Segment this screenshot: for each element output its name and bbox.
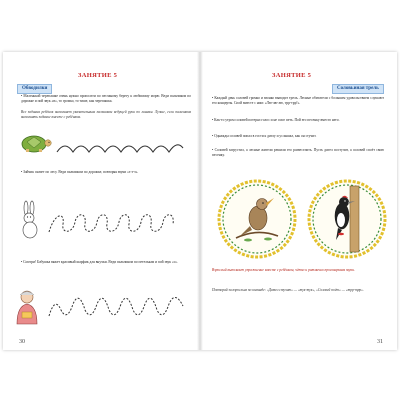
right-lesson-title: ЗАНЯТИЕ 5	[272, 72, 312, 79]
right-page-number: 31	[377, 339, 383, 345]
nightingale-icon	[232, 192, 282, 246]
left-page	[3, 52, 198, 350]
woodpecker-icon	[322, 186, 372, 252]
left-paragraph-1: • Маленькой черепашке очень нужно проползти по песчаному берегу к любимому морю. Веди пальчиком по дорожке и пой звук «в», то громко, то тише, как черепашка.	[21, 94, 191, 103]
right-paragraph-1: • Каждый день соловей громко и звонко выводит трель. Лесные обитатели с большим удовольствием слушают его концерты. Спой вместе с ним: «Лю-лю-лю, трр-трр!».	[212, 96, 384, 105]
left-paragraph-2: Все задания ребёнок выполняет указательным пальчиком ведущей руки по линиям. Лучше, если пальчиком выполнять задание вместе с ребёнком.	[21, 110, 191, 119]
right-paragraph-4: • Соловей загрустил, а лесные жители решили его развеселить. Пусть дятел постучит, а соловей споёт свою песенку.	[212, 148, 384, 157]
right-paragraph-5: Взрослый выполняет упражнение вместе с ребёнком, чётко и ритмично проговаривая звуки.	[212, 268, 355, 272]
rabbit-icon	[17, 202, 43, 242]
left-paragraph-4: • Смотри! Бабушка вяжет красивый шарфик для внучки. Веди пальчиком по петелькам и пой звук «с».	[21, 260, 178, 264]
right-paragraph-3: • Однажды соловей попал в гости к дятлу и услышал, как он стучит.	[212, 134, 317, 138]
right-paragraph-6: Повторяй за взрослым по команде: «Дятел стучит» — «тук-тук», «Соловей поёт» — «трр-трр».	[212, 288, 364, 292]
knit-trace-path[interactable]	[47, 292, 187, 322]
right-paragraph-2: • Как-то утром соловей потерял голос и не смог петь. Пой его песенку вместо него.	[212, 118, 340, 122]
turtle-trace-path[interactable]	[55, 138, 185, 154]
left-section-tag: Обводилки	[17, 84, 52, 94]
right-section-tag: Соловьиная трель	[332, 84, 384, 94]
left-page-number: 30	[19, 339, 25, 345]
grandmother-icon	[11, 288, 43, 326]
rabbit-trace-path[interactable]	[47, 210, 187, 238]
left-paragraph-3: • Зайчик скачет по лесу. Веди пальчиком по дорожке, повторяя звуки «з-з-з».	[21, 170, 139, 174]
left-lesson-title: ЗАНЯТИЕ 5	[78, 72, 118, 79]
right-page	[202, 52, 397, 350]
book-spread	[3, 52, 397, 350]
turtle-icon	[17, 130, 53, 156]
